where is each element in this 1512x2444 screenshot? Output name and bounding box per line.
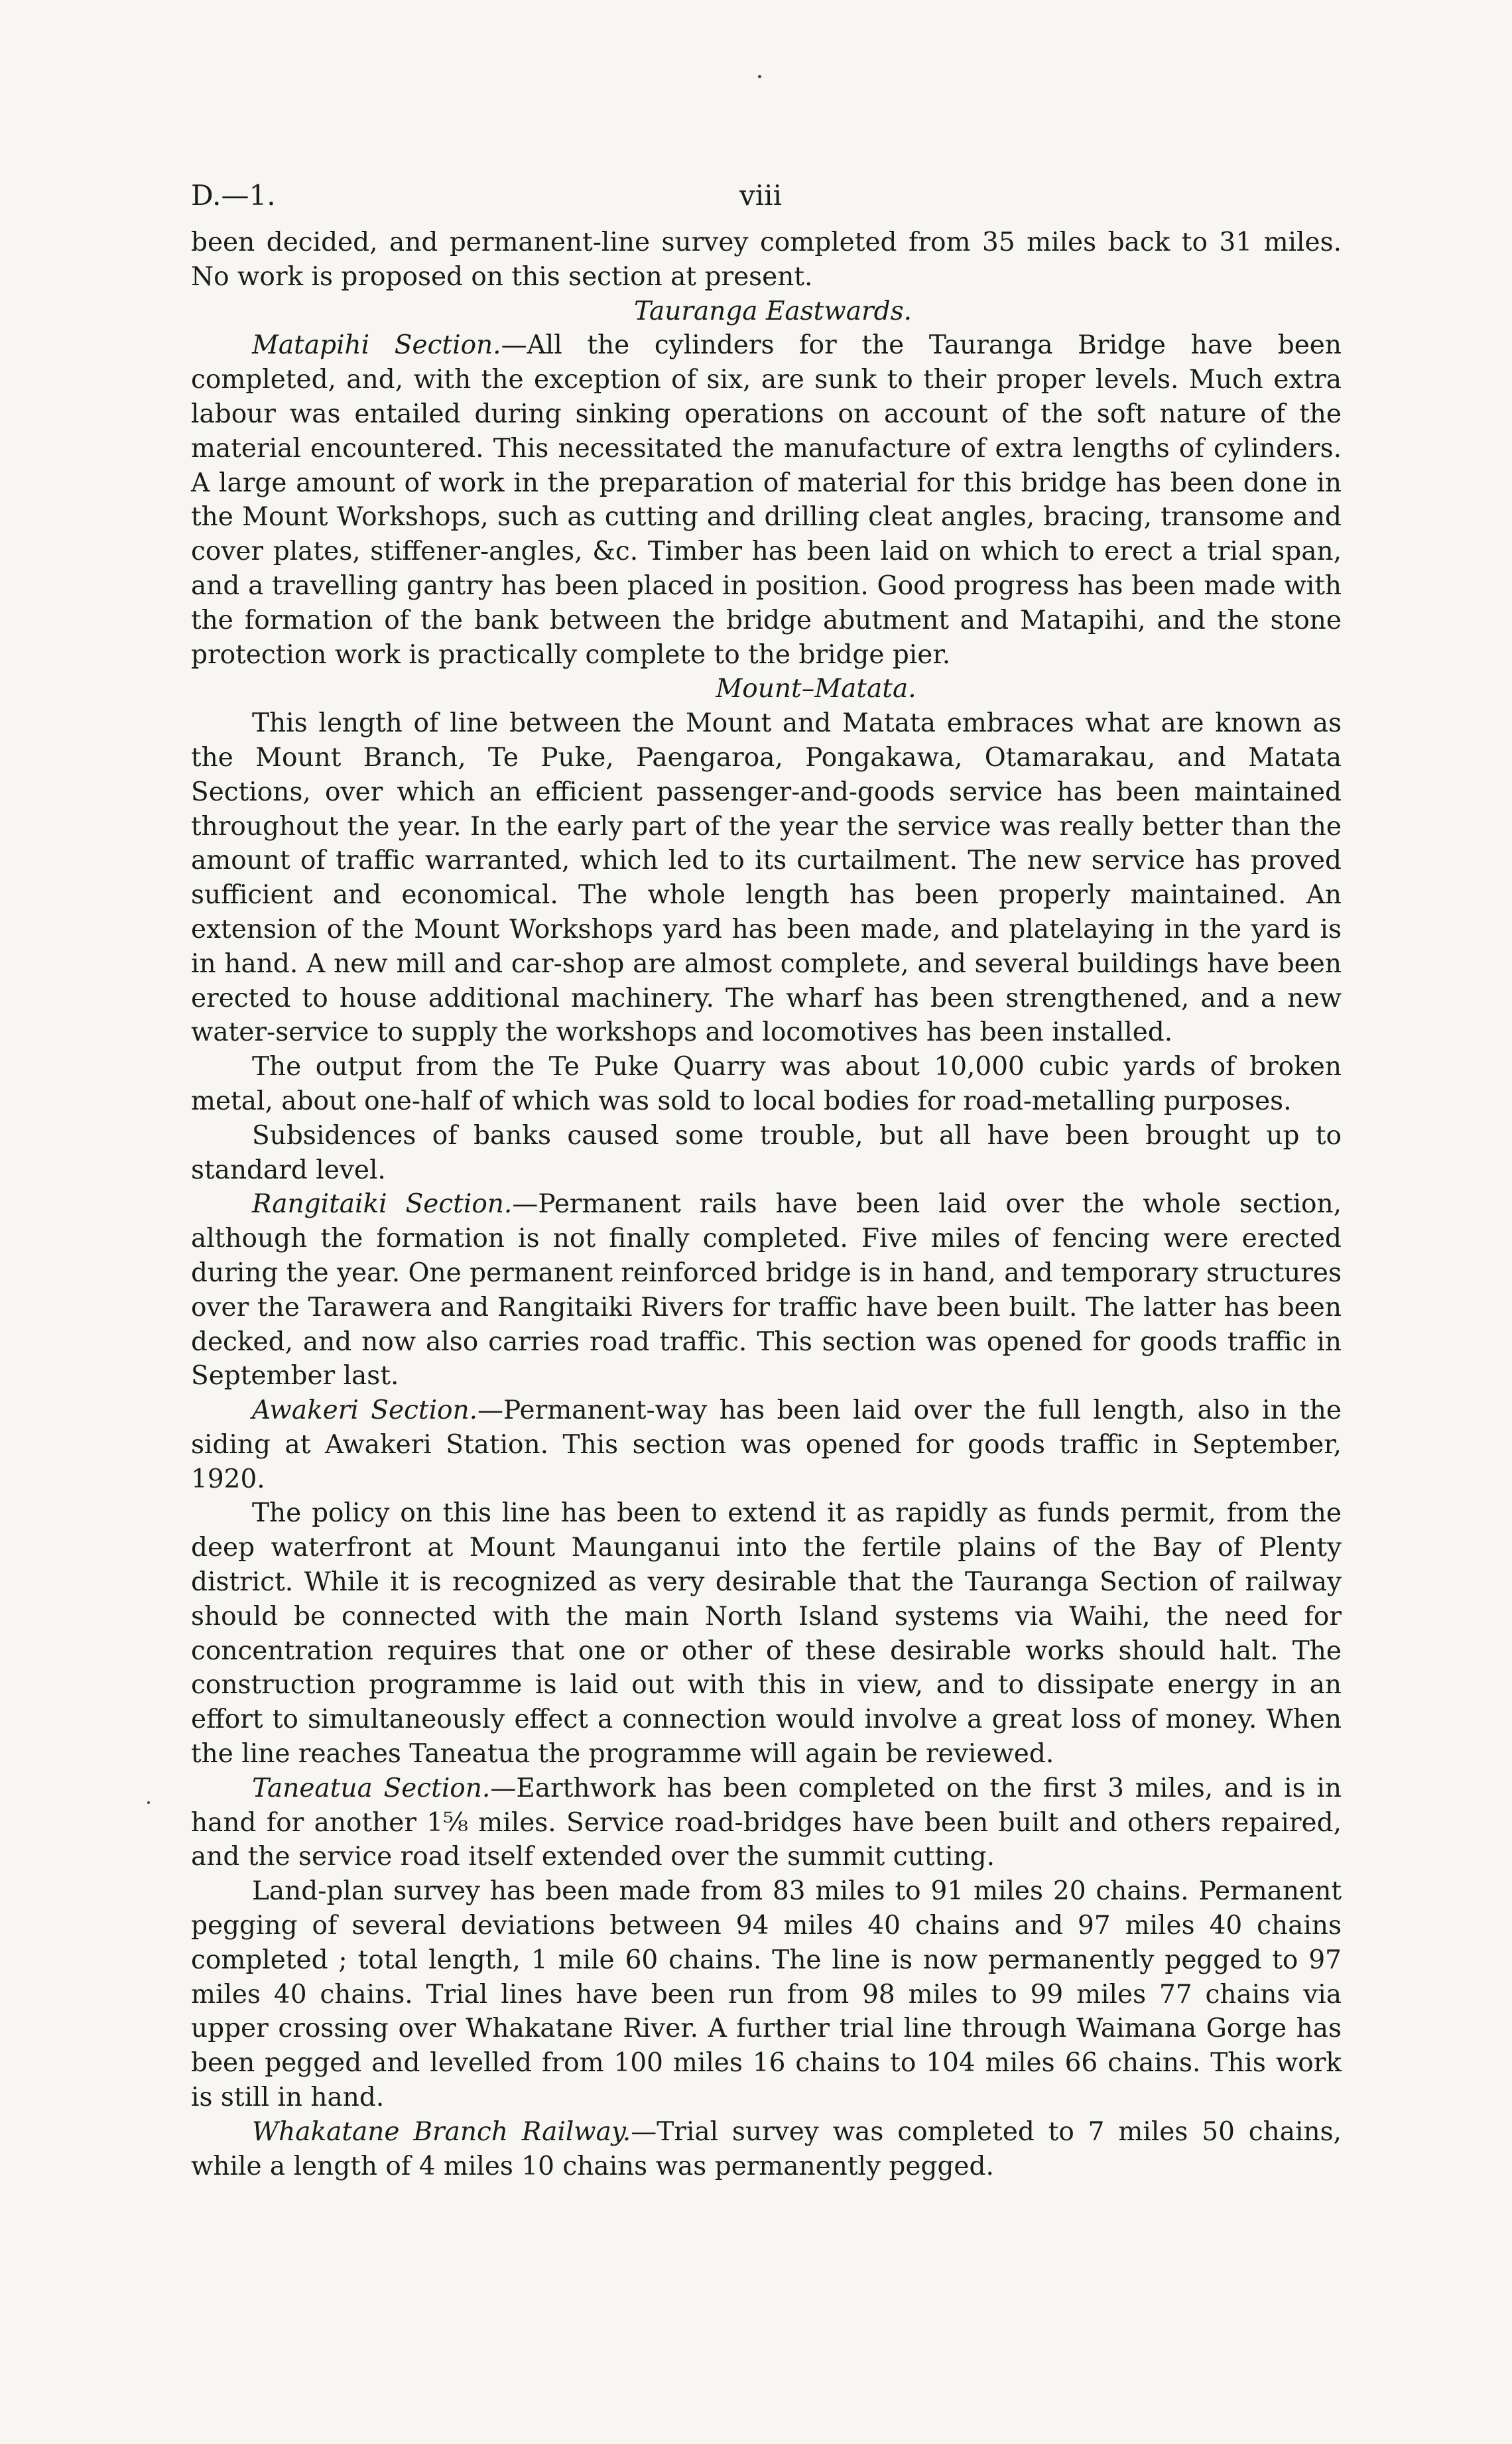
section-heading: Tauranga Eastwards. <box>633 296 913 326</box>
paragraph <box>191 706 1342 1050</box>
paragraph-text: The policy on this line has been to extend it as rapidly as funds permit, from the deep waterfront at Mount Maunganui into the fertile plains of the Bay of Plenty district. While it is recognized as very desirable that the Tauranga Section of railway should be connected with the main North Island systems via Waihi, the need for concentration requires that one or other of these desirable works should halt. The construction programme is laid out with this in view, and to dissipate energy in an effort to simultaneously effect a connection would involve a great loss of money. When the line reaches Taneatua the programme will again be reviewed. <box>191 1498 1342 1769</box>
intro-paragraph: been decided, and permanent-line survey completed from 35 miles back to 31 miles. No work is proposed on this section at present. <box>191 227 1342 292</box>
paragraph <box>191 1393 1342 1496</box>
paragraph <box>191 1187 1342 1393</box>
paragraph-text: —Earthwork has been completed on the first 3 miles, and is in hand for another 1⅝ miles. Service road-bridges have been built and others repaired, and the service road itself extended over the summit cutting. <box>191 1773 1342 1872</box>
paragraph-text: Subsidences of banks caused some trouble, but all have been brought up to standard level. <box>191 1120 1342 1185</box>
paragraph-lead: Awakeri Section. <box>252 1395 478 1426</box>
document-page <box>191 179 1342 2183</box>
page-number: viii <box>739 179 783 212</box>
paragraph <box>191 1050 1342 1119</box>
paragraph-lead: Matapihi Section. <box>252 330 501 361</box>
paragraph-text: The output from the Te Puke Quarry was about 10,000 cubic yards of broken metal, about one-half of which was sold to local bodies for road-metalling purposes. <box>191 1052 1342 1116</box>
paragraph-lead: Whakatane Branch Railway. <box>252 2116 631 2147</box>
paragraph <box>191 2115 1342 2184</box>
stray-mark <box>147 1801 150 1804</box>
paragraph-text: —Trial survey was completed to 7 miles 50 chains, while a length of 4 miles 10 chains was permanently pegged. <box>191 2116 1342 2181</box>
paragraph <box>191 1119 1342 1188</box>
stray-mark <box>758 75 761 78</box>
document-reference: D.—1. <box>191 179 276 212</box>
paragraph-text: —All the cylinders for the Tauranga Bridge have been completed, and, with the exception of six, are sunk to their proper levels. Much extra labour was entailed during sinking operations on account of the soft nature of the material encountered. This necessitated the manufacture of extra lengths of cylinders. A large amount of work in the preparation of material for this bridge has been done in the Mount Workshops, such as cutting and drilling cleat angles, bracing, transome and cover plates, stiffener-angles, &c. Timber has been laid on which to erect a trial span, and a travelling gantry has been placed in position. Good progress has been made with the formation of the bank between the bridge abutment and Matapihi, and the stone protection work is practically complete to the bridge pier. <box>191 330 1342 670</box>
page-header <box>191 179 1342 225</box>
paragraph-lead: Rangitaiki Section. <box>252 1189 513 1220</box>
body-text <box>191 225 1342 2183</box>
section-heading: Mount–Matata. <box>716 674 916 704</box>
paragraph-text: Land-plan survey has been made from 83 miles to 91 miles 20 chains. Permanent pegging of several deviations between 94 miles 40 chains and 97 miles 40 chains completed ; total length, 1 mile 60 chains. The line is now permanently pegged to 97 miles 40 chains. Trial lines have been run from 98 miles to 99 miles 77 chains via upper crossing over Whakatane River. A further trial line through Waimana Gorge has been pegged and levelled from 100 miles 16 chains to 104 miles 66 chains. This work is still in hand. <box>191 1876 1342 2113</box>
paragraph-text: This length of line between the Mount and Matata embraces what are known as the Mount Branch, Te Puke, Paengaroa, Pongakawa, Otamarakau, and Matata Sections, over which an efficient passenger-and-goods service has been maintained throughout the year. In the early part of the year the service was really better than the amount of traffic warranted, which led to its curtailment. The new service has proved sufficient and economical. The whole length has been properly maintained. An extension of the Mount Workshops yard has been made, and platelaying in the yard is in hand. A new mill and car-shop are almost complete, and several buildings have been erected to house additional machinery. The wharf has been strengthened, and a new water-service to supply the workshops and locomotives has been installed. <box>191 708 1342 1048</box>
paragraph <box>191 1496 1342 1771</box>
paragraph-text: —Permanent-way has been laid over the full length, also in the siding at Awakeri Station. This section was opened for goods traffic in September, 1920. <box>191 1395 1342 1494</box>
paragraph <box>191 1874 1342 2115</box>
paragraph <box>191 328 1342 672</box>
paragraph-text: —Permanent rails have been laid over the whole section, although the formation is not finally completed. Five miles of fencing were erected during the year. One permanent reinforced bridge is in hand, and temporary structures over the Tarawera and Rangitaiki Rivers for traffic have been built. The latter has been decked, and now also carries road traffic. This section was opened for goods traffic in September last. <box>191 1189 1342 1391</box>
paragraph-lead: Taneatua Section. <box>252 1773 491 1803</box>
paragraph <box>191 1771 1342 1874</box>
